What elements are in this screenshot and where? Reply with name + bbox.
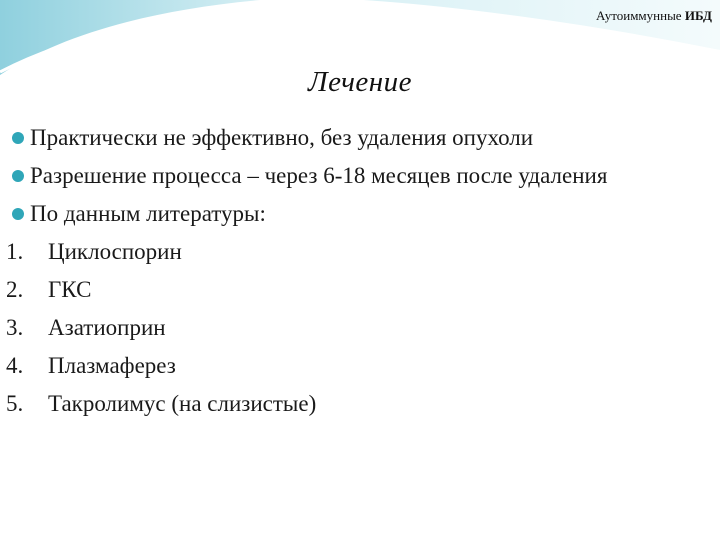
numbered-item [0,312,700,344]
bullet-item [0,198,700,230]
header-caption [596,8,712,24]
slide-title: Лечение [307,66,413,98]
numbered-item [0,274,700,306]
numbered-item [0,236,700,268]
numbered-item [0,350,700,382]
bullet-text: Практически не эффективно, без удаления опухоли [30,125,534,150]
numbered-marker: 4. [6,353,24,378]
numbered-marker: 5. [6,391,24,416]
numbered-text: ГКС [48,277,92,302]
bullet-text: По данным литературы: [30,201,266,226]
bullet-item [0,122,700,154]
header-caption-suffix: ИБД [684,8,712,23]
bullet-dot-icon [12,132,24,144]
numbered-item [0,388,700,420]
numbered-text: Циклоспорин [48,239,182,264]
bullet-dot-icon [12,170,24,182]
header-caption-prefix: Аутоиммунные [596,8,682,23]
slide-content [0,122,700,426]
numbered-marker: 1. [6,239,24,264]
bullet-dot-icon [12,208,24,220]
numbered-marker: 2. [6,277,24,302]
numbered-text: Азатиоприн [48,315,166,340]
bullet-item [0,160,700,192]
numbered-text: Такролимус (на слизистые) [48,391,317,416]
numbered-text: Плазмаферез [48,353,176,378]
numbered-marker: 3. [6,315,24,340]
bullet-text: Разрешение процесса – через 6-18 месяцев после удаления [30,163,608,188]
